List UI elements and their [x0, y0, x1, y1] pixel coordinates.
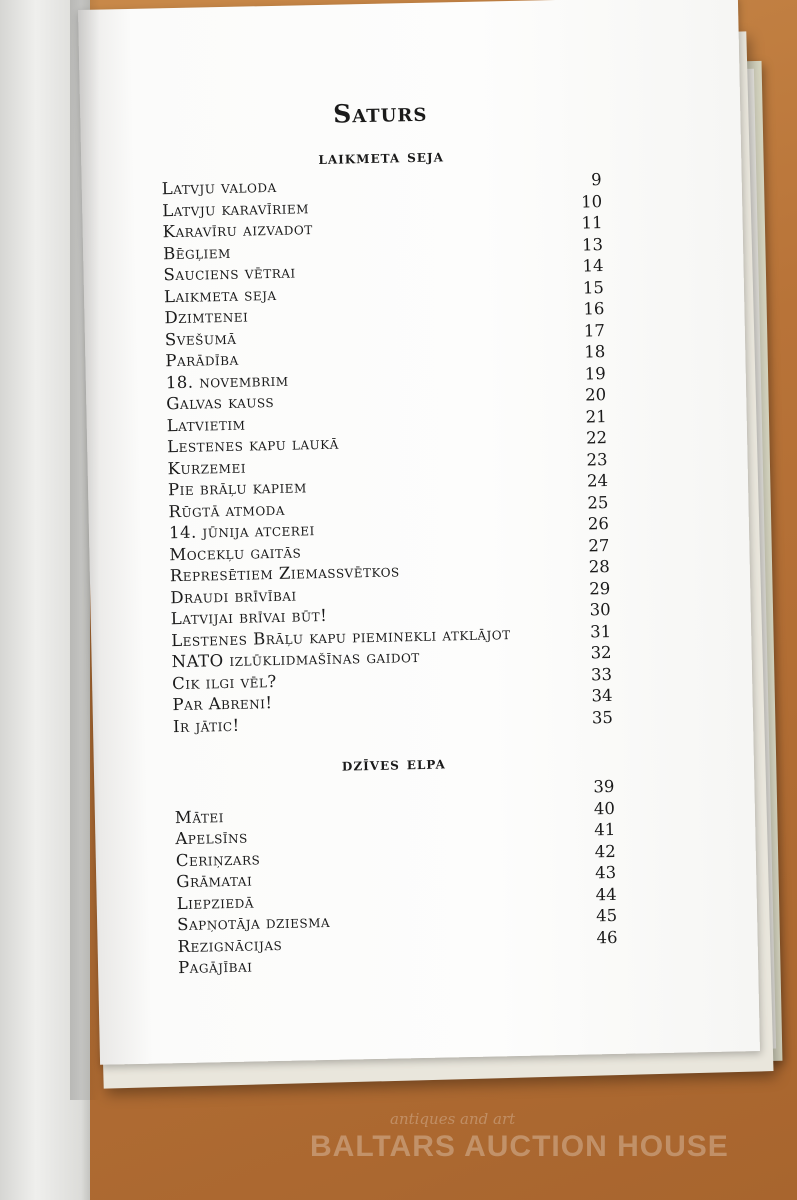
- toc-entry-title: Latvijai brīvai būt!: [170, 605, 328, 629]
- toc-entry-title: Ceriņzars: [175, 848, 261, 870]
- toc-entry-title: Mātei: [174, 806, 225, 827]
- section-title-dzives-elpa: dzīves elpa: [341, 753, 447, 776]
- toc-entry-title: Dzimtenei: [164, 306, 249, 328]
- toc-entry-page: 13: [581, 234, 604, 254]
- toc-entry-title: 14. jūnija atcerei: [168, 520, 316, 543]
- toc-entry-title: Bēgļiem: [162, 242, 232, 263]
- toc-entry-page: 23: [586, 449, 608, 469]
- toc-entry-title: Mocekļu gaitās: [169, 541, 302, 564]
- toc-entry-title: Lestenes Brāļu kapu pieminekli atklājot: [171, 623, 511, 650]
- toc-entry-page: 40: [593, 798, 616, 818]
- toc-entry-page: 21: [585, 406, 607, 426]
- toc-entry-page: 25: [587, 492, 609, 512]
- toc-entry-page: 15: [582, 277, 605, 297]
- toc-entry-title: Svešumā: [164, 328, 237, 349]
- toc-entry-page: 11: [581, 213, 603, 233]
- toc-entry-title: Liepziedā: [176, 892, 255, 913]
- toc-entry-title: Rūgtā atmoda: [168, 499, 286, 521]
- book-page: [78, 0, 760, 1065]
- toc-entry-page: 35: [591, 707, 614, 727]
- toc-entry-title: Draudi brīvībai: [170, 585, 297, 607]
- toc-entry-page: 22: [585, 428, 608, 448]
- toc-entry-title: Represētiem Ziemassvētkos: [169, 561, 400, 586]
- toc-entry-title: Laikmeta seja: [163, 284, 277, 306]
- toc-entry-page: 42: [594, 841, 616, 861]
- toc-entry-page: 10: [580, 191, 603, 212]
- toc-entry-title: Galvas kauss: [166, 391, 275, 414]
- watermark-logo-text: BALTARS AUCTION HOUSE: [310, 1130, 729, 1163]
- toc-entry-page: 19: [584, 363, 606, 383]
- toc-entry-page: [578, 964, 618, 965]
- toc-entry-page: 24: [586, 471, 609, 491]
- toc-entry-page: 32: [590, 642, 612, 663]
- toc-entry-title: Pagājībai: [177, 956, 253, 978]
- toc-entry-title: Kurzemei: [167, 457, 247, 478]
- toc-entry-page: 33: [590, 664, 613, 684]
- toc-entry-title: NATO izlūklidmašīnas gaidot: [171, 646, 421, 672]
- toc-entry-page: 14: [582, 256, 604, 276]
- section-title-laikmeta-seja: laikmeta seja: [318, 146, 445, 169]
- toc-entry-title: Grāmatai: [176, 870, 253, 892]
- page-gutter-shadow: [70, 0, 100, 1100]
- toc-entry-page: 39: [593, 776, 615, 797]
- toc-entry-title: Parādība: [165, 349, 239, 371]
- toc-entry-page: 30: [589, 599, 611, 620]
- toc-entry-title: Apelsīns: [175, 827, 248, 849]
- toc-entry-title: Sapņotāja dziesma: [176, 911, 331, 935]
- toc-entry-title: Par Abreni!: [172, 693, 273, 715]
- toc-entry-page: 45: [595, 905, 618, 926]
- toc-list-section-2: [174, 776, 618, 979]
- toc-entry-title: Ir jātic!: [172, 715, 240, 736]
- toc-entry-title: Sauciens vētrai: [163, 262, 296, 285]
- toc-entry-page: 18: [584, 342, 606, 362]
- toc-entry-page: 28: [588, 556, 610, 577]
- toc-list-section-1: [162, 169, 614, 737]
- toc-entry-page: 31: [589, 621, 612, 641]
- toc-entry-title: Lestenes kapu laukā: [166, 433, 339, 457]
- watermark-tagline: antiques and art: [390, 1110, 516, 1128]
- toc-entry-title: Latvju valoda: [161, 176, 277, 199]
- toc-entry-title: Karavīru aizvadot: [162, 219, 313, 242]
- toc-entry-page: 34: [591, 685, 613, 706]
- toc-entry-page: 41: [594, 819, 616, 840]
- page-title: Saturs: [332, 97, 428, 129]
- toc-entry-page: 26: [587, 513, 610, 534]
- toc-entry-title: Latvietim: [166, 414, 246, 435]
- toc-entry-page: 43: [594, 862, 617, 883]
- toc-entry-page: 9: [590, 170, 602, 190]
- toc-entry-page: 17: [583, 320, 606, 340]
- toc-entry-page: 46: [596, 927, 618, 947]
- toc-entry-title: Cik ilgi vēl?: [171, 671, 277, 693]
- toc-entry-title: Pie brāļu kapiem: [167, 477, 307, 500]
- toc-entry-page: 20: [584, 385, 607, 405]
- toc-entry-title: Latvju karavīriem: [162, 197, 310, 220]
- table-of-contents: [160, 94, 618, 979]
- toc-entry-title: 18. novembrim: [165, 370, 289, 392]
- toc-entry-page: 44: [595, 884, 617, 904]
- toc-entry-page: 16: [583, 299, 605, 319]
- toc-entry-title: Rezignācijas: [177, 934, 283, 956]
- toc-entry-page: 29: [589, 578, 611, 598]
- toc-entry-page: 27: [588, 535, 610, 555]
